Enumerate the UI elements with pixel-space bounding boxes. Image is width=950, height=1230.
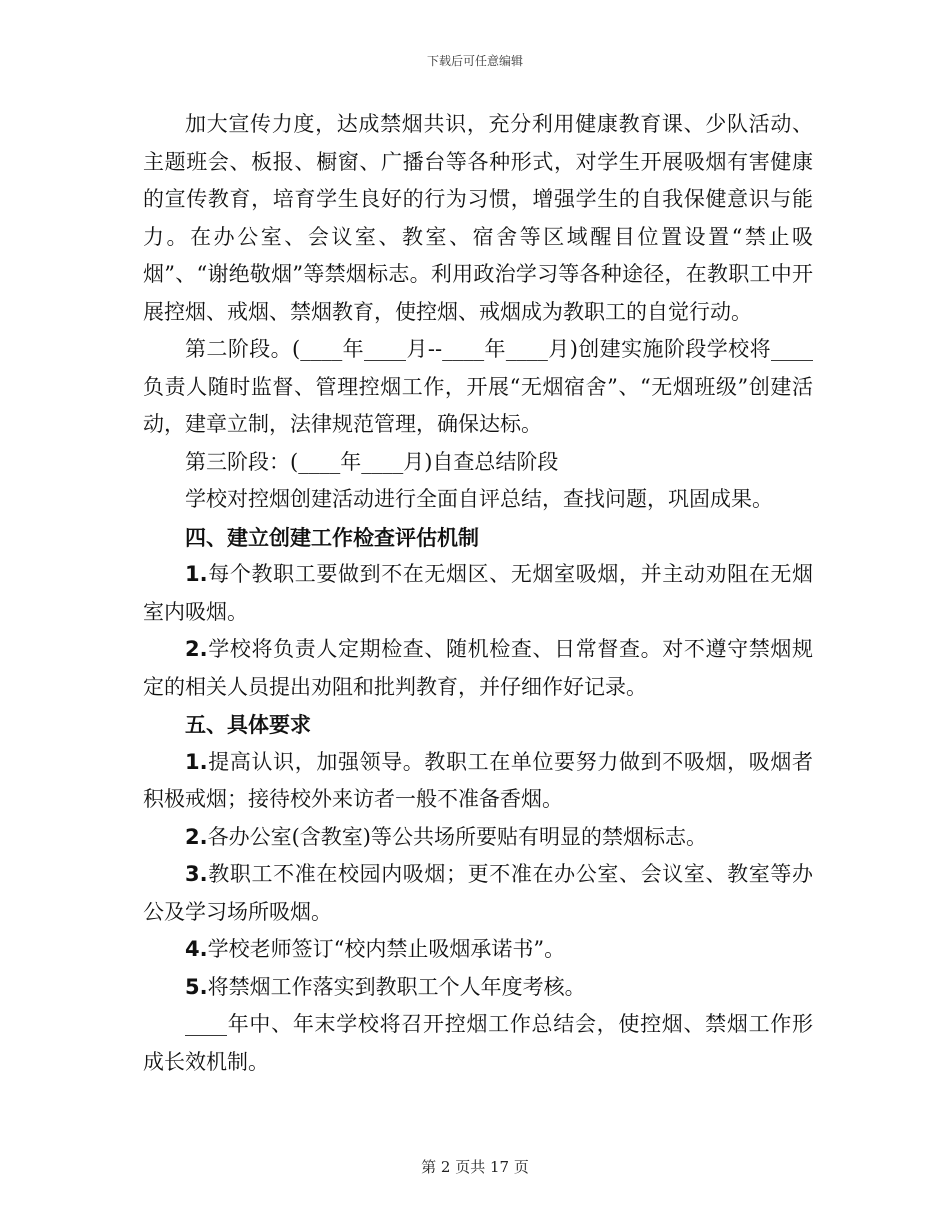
item-number: 1. — [185, 562, 208, 586]
item-text: 教职工不准在校园内吸烟；更不准在办公室、会议室、教室等办公及学习场所吸烟。 — [143, 862, 813, 924]
paragraph-conclusion: ____年中、年末学校将召开控烟工作总结会，使控烟、禁烟工作形成长效机制。 — [143, 1012, 813, 1074]
section-heading-four: 四、建立创建工作检查评估机制 — [185, 524, 479, 550]
paragraph-self-review: 学校对控烟创建活动进行全面自评总结，查找问题，巩固成果。 — [185, 487, 773, 511]
list-item — [143, 744, 813, 819]
item-number: 5. — [185, 974, 208, 999]
item-number: 2. — [185, 824, 208, 849]
paragraph-publicity: 加大宣传力度，达成禁烟共识，充分利用健康教育课、少队活动、主题班会、板报、橱窗、广播台等各种形式，对学生开展吸烟有害健康的宣传教育，培育学生良好的行为习惯，增强学生的自我保健意识与能力。在办公室、会议室、教室、宿舍等区域醒目位置设置“禁止吸烟”、“谢绝敬烟”等禁烟标志。利用政治学习等各种途径，在教职工中开展控烟、戒烟、禁烟教育，使控烟、戒烟成为教职工的自觉行动。 — [143, 112, 813, 324]
page-header: 下载后可任意编辑 — [426, 54, 523, 68]
item-number: 1. — [185, 749, 208, 774]
item-text: 学校将负责人定期检查、随机检查、日常督查。对不遵守禁烟规定的相关人员提出劝阻和批判教育，并仔细作好记录。 — [143, 637, 813, 699]
list-item — [143, 931, 813, 969]
item-text: 每个教职工要做到不在无烟区、无烟室吸烟，并主动劝阻在无烟室内吸烟。 — [143, 562, 813, 624]
list-item — [143, 556, 813, 631]
paragraph-stage-three: 第三阶段：(____年____月)自查总结阶段 — [185, 449, 559, 474]
document-body — [143, 106, 813, 1081]
list-item — [143, 856, 813, 931]
item-text: 提高认识，加强领导。教职工在单位要努力做到不吸烟，吸烟者积极戒烟；接待校外来访者一般不准备香烟。 — [143, 749, 813, 811]
section-heading-five: 五、具体要求 — [185, 712, 311, 737]
page-footer: 第 2 页共 17 页 — [421, 1158, 529, 1176]
item-text: 学校老师签订“校内禁止吸烟承诺书”。 — [207, 937, 566, 961]
item-text: 将禁烟工作落实到教职工个人年度考核。 — [207, 974, 586, 999]
item-text: 各办公室(含教室)等公共场所要贴有明显的禁烟标志。 — [207, 824, 707, 849]
item-number: 2. — [185, 637, 208, 661]
item-number: 3. — [185, 862, 208, 886]
paragraph-stage-two: 第二阶段。(____年____月--____年____月)创建实施阶段学校将____负责人随时监督、管理控烟工作，开展“无烟宿舍”、“无烟班级”创建活动，建章立制，法律规范管理，确保达标。 — [143, 337, 813, 436]
list-item — [143, 631, 813, 706]
list-item — [143, 819, 813, 857]
item-number: 4. — [185, 937, 208, 961]
list-item — [143, 969, 813, 1007]
